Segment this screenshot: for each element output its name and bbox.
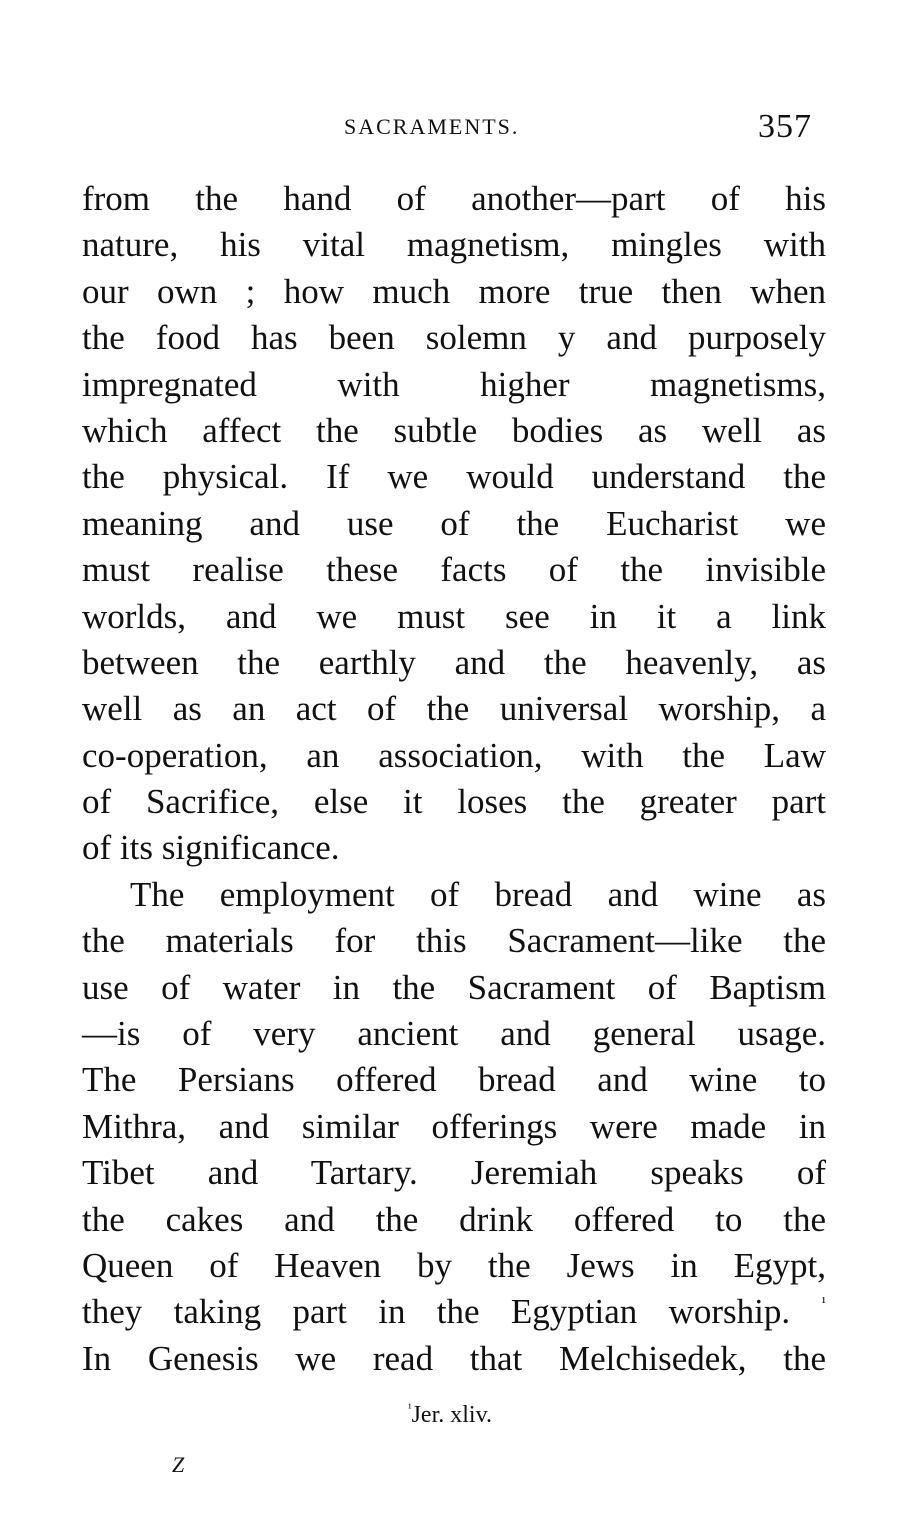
text-line: Queen of Heaven by the Jews in Egypt, bbox=[82, 1245, 826, 1285]
text-line: Mithra, and similar offerings were made in bbox=[82, 1106, 826, 1146]
text-line: nature, his vital magnetism, mingles with bbox=[82, 225, 826, 265]
text-line: the materials for this Sacrament—like the bbox=[82, 921, 826, 961]
paragraph-end-line: of its significance. bbox=[82, 828, 340, 868]
text-line: In Genesis we read that Melchisedek, the bbox=[82, 1338, 826, 1378]
text-line: use of water in the Sacrament of Baptism bbox=[82, 967, 826, 1007]
text-line: worlds, and we must see in it a link bbox=[82, 596, 826, 636]
text-line: The Persians offered bread and wine to bbox=[82, 1060, 826, 1100]
text-line: of Sacrifice, else it loses the greater part bbox=[82, 782, 826, 822]
text-line: the cakes and the drink offered to the bbox=[82, 1199, 826, 1239]
footnote-text: Jer. xliv. bbox=[411, 1402, 493, 1428]
text-line-content: they taking part in the Egyptian worship. bbox=[82, 1292, 791, 1332]
text-line: our own ; how much more true then when bbox=[82, 271, 826, 311]
text-line: which affect the subtle bodies as well as bbox=[82, 410, 826, 450]
running-head bbox=[0, 108, 900, 148]
text-line: from the hand of another—part of his bbox=[82, 179, 826, 218]
text-line: between the earthly and the heavenly, as bbox=[82, 642, 826, 682]
text-line: —is of very ancient and general usage. bbox=[82, 1014, 826, 1054]
running-title: SACRAMENTS. bbox=[344, 114, 520, 139]
text-line: well as an act of the universal worship, a bbox=[82, 689, 826, 729]
text-line: impregnated with higher magnetisms, bbox=[82, 364, 826, 404]
footnote-reference: ¹ bbox=[821, 1295, 827, 1312]
text-line: must realise these facts of the invisible bbox=[82, 550, 826, 590]
footnote-marker: ¹ bbox=[407, 1401, 412, 1415]
text-line: meaning and use of the Eucharist we bbox=[82, 503, 826, 543]
text-line-with-footnote bbox=[82, 1289, 826, 1335]
text-line: the physical. If we would understand the bbox=[82, 457, 826, 497]
footnote bbox=[0, 1402, 900, 1429]
text-line: co-operation, an association, with the Law bbox=[82, 735, 826, 775]
paragraph-start-line: The employment of bread and wine as bbox=[130, 874, 826, 914]
text-line: Tibet and Tartary. Jeremiah speaks of bbox=[82, 1153, 826, 1193]
body-text bbox=[82, 176, 826, 1382]
signature-mark: Z bbox=[172, 1452, 185, 1477]
text-line: the food has been solemn y and purposely bbox=[82, 318, 826, 358]
page-number: 357 bbox=[758, 108, 812, 145]
